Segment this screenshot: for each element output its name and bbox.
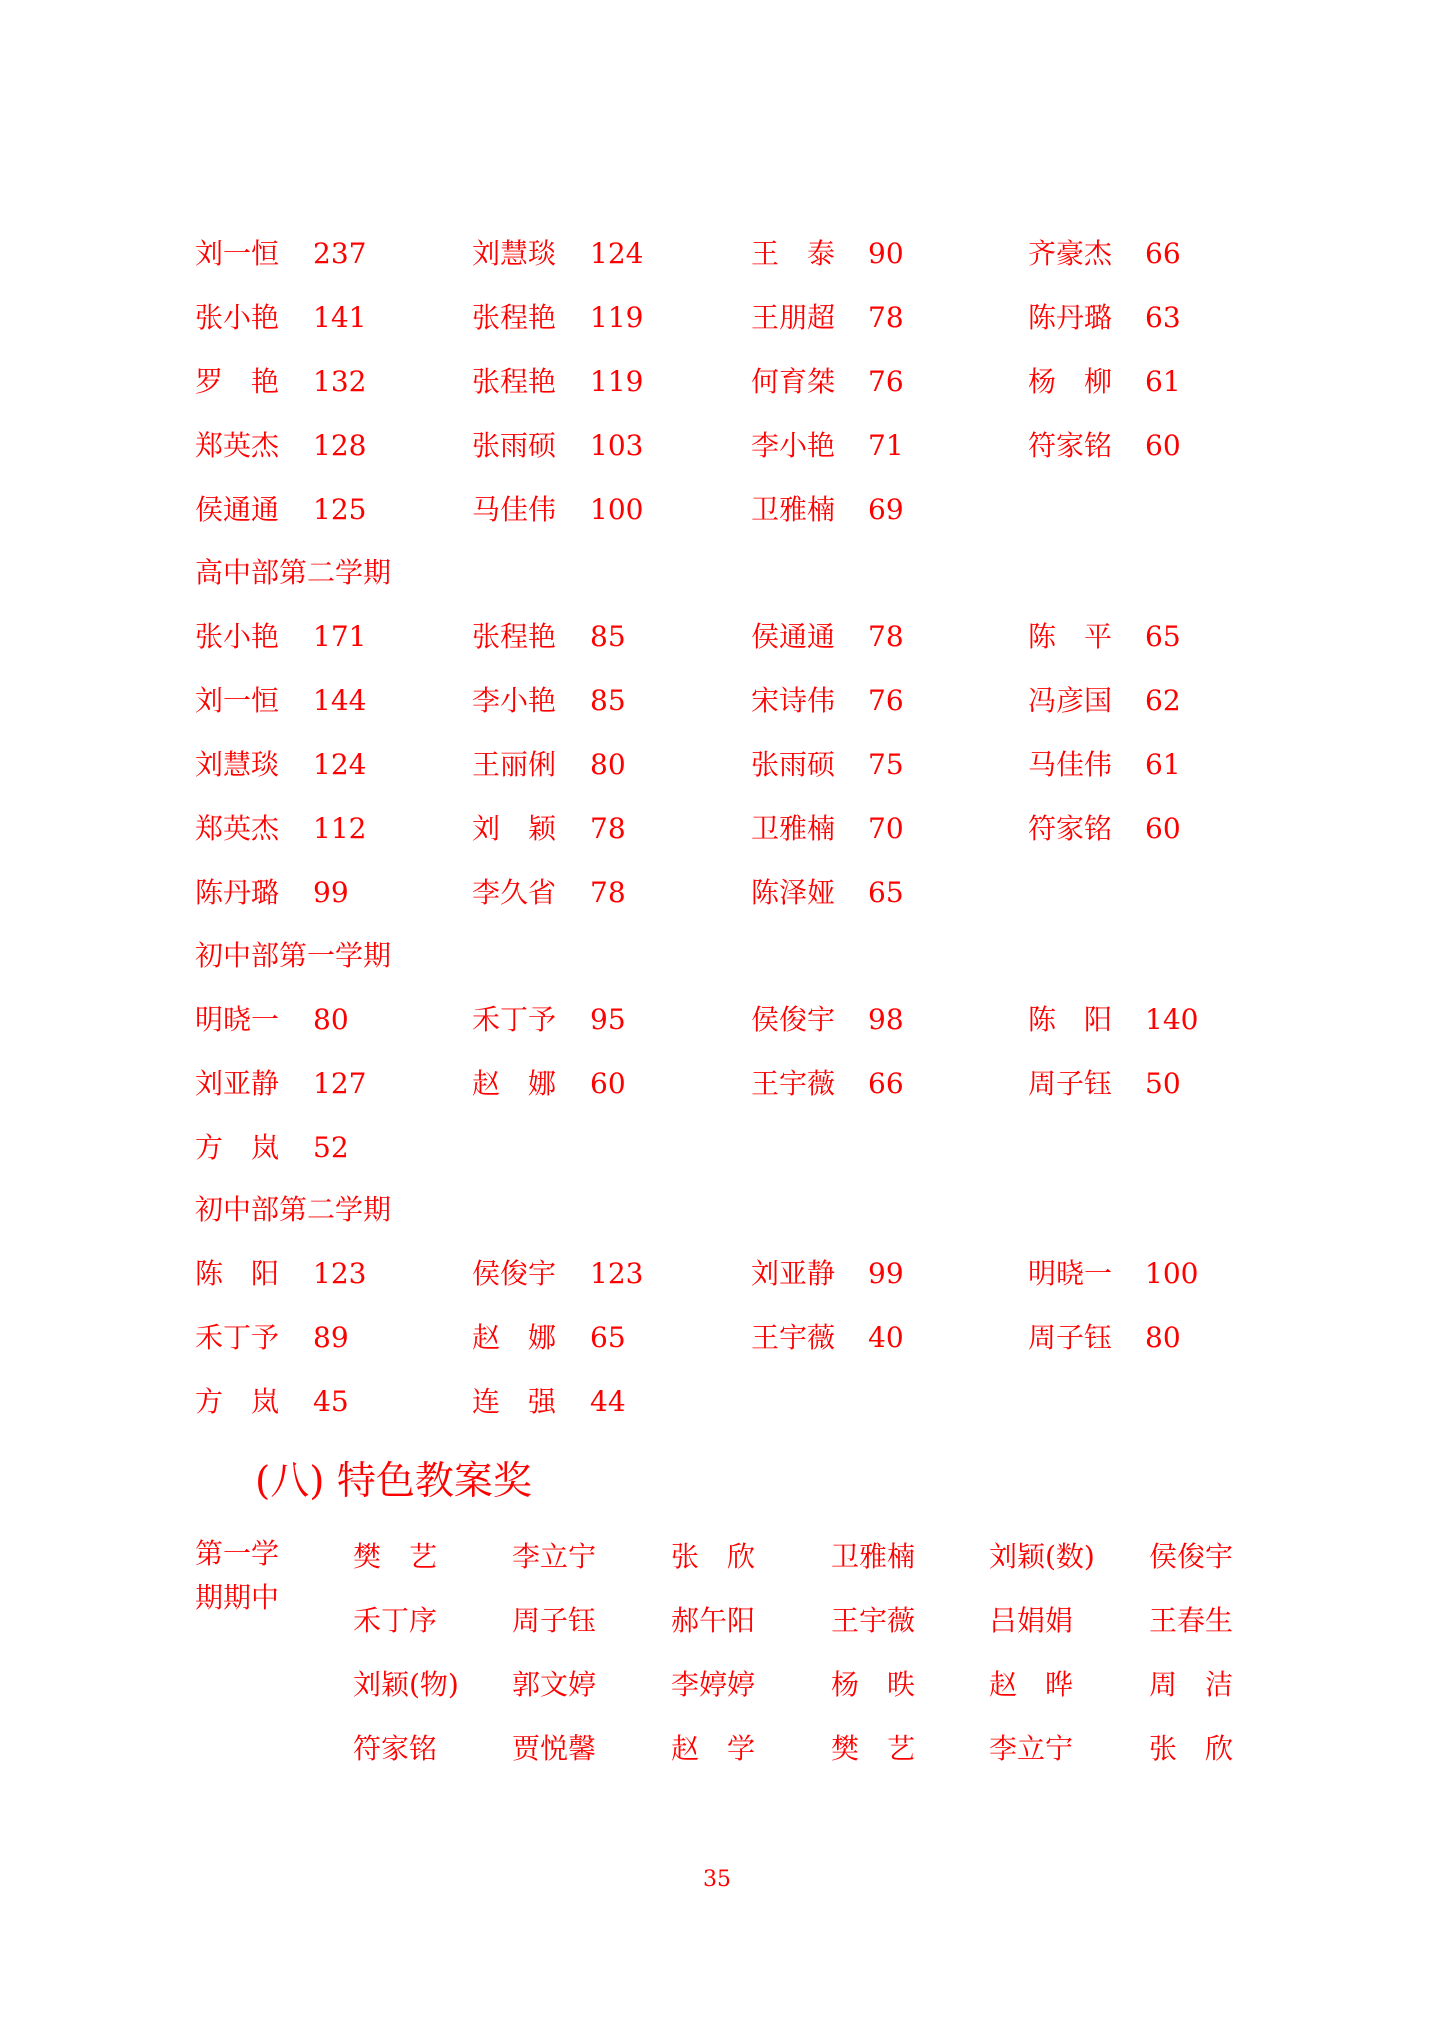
score-value: 124 [313,748,367,781]
teacher-name: 周子钰 [1028,1321,1113,1354]
score-value: 119 [590,365,644,398]
teacher-name: 侯通通 [195,493,280,526]
section-title: (八) 特色教案奖 [255,1459,532,1504]
teacher-name: 禾丁予 [195,1321,280,1354]
score-row [0,357,1434,407]
score-value: 40 [868,1321,904,1354]
score-row [0,740,1434,790]
award-teacher-name: 侯俊宇 [1149,1540,1234,1573]
score-value: 89 [313,1321,349,1354]
section-heading: 高中部第二学期 [195,556,392,589]
score-value: 127 [313,1067,367,1100]
score-value: 90 [868,237,904,270]
score-value: 140 [1145,1003,1199,1036]
score-row [0,868,1434,918]
teacher-name: 方 岚 [195,1385,280,1418]
award-row [0,1724,1434,1774]
page-number: 35 [703,1867,731,1892]
score-value: 65 [868,876,904,909]
score-value: 141 [313,301,367,334]
teacher-name: 刘慧琰 [472,237,557,270]
teacher-name: 王宇薇 [751,1321,836,1354]
score-value: 144 [313,684,367,717]
teacher-name: 卫雅楠 [751,812,836,845]
award-teacher-name: 赵 晔 [989,1668,1074,1701]
score-value: 66 [868,1067,904,1100]
score-value: 171 [313,620,367,653]
award-teacher-name: 王春生 [1149,1604,1234,1637]
teacher-name: 李小艳 [472,684,557,717]
award-teacher-name: 樊 艺 [831,1732,916,1765]
award-teacher-name: 吕娟娟 [989,1604,1074,1637]
score-row [0,421,1434,471]
awards-period-label: 第一学期期中 [195,1537,280,1614]
teacher-name: 侯俊宇 [472,1257,557,1290]
award-teacher-name: 贾悦馨 [512,1732,597,1765]
score-row [0,1377,1434,1427]
score-value: 124 [590,237,644,270]
award-teacher-name: 赵 学 [671,1732,756,1765]
score-value: 237 [313,237,367,270]
teacher-name: 罗 艳 [195,365,280,398]
score-value: 62 [1145,684,1181,717]
score-value: 123 [590,1257,644,1290]
teacher-name: 冯彦国 [1028,684,1113,717]
teacher-name: 张雨硕 [472,429,557,462]
score-row [0,995,1434,1045]
score-value: 76 [868,365,904,398]
score-value: 78 [868,620,904,653]
score-row [0,293,1434,343]
teacher-name: 刘亚静 [195,1067,280,1100]
award-teacher-name: 卫雅楠 [831,1540,916,1573]
score-value: 128 [313,429,367,462]
teacher-name: 赵 娜 [472,1067,557,1100]
award-row [0,1660,1434,1710]
teacher-name: 马佳伟 [1028,748,1113,781]
score-value: 75 [868,748,904,781]
teacher-name: 符家铭 [1028,429,1113,462]
score-value: 100 [1145,1257,1199,1290]
teacher-name: 卫雅楠 [751,493,836,526]
teacher-name: 方 岚 [195,1131,280,1164]
teacher-name: 何育桀 [751,365,836,398]
award-teacher-name: 周 洁 [1149,1668,1234,1701]
teacher-name: 张小艳 [195,620,280,653]
teacher-name: 侯俊宇 [751,1003,836,1036]
teacher-name: 张程艳 [472,365,557,398]
score-value: 80 [1145,1321,1181,1354]
teacher-name: 连 强 [472,1385,557,1418]
teacher-name: 陈 阳 [1028,1003,1113,1036]
teacher-name: 侯通通 [751,620,836,653]
award-teacher-name: 杨 昳 [831,1668,916,1701]
teacher-name: 齐豪杰 [1028,237,1113,270]
score-value: 45 [313,1385,349,1418]
teacher-name: 刘一恒 [195,684,280,717]
teacher-name: 王 泰 [751,237,836,270]
teacher-name: 陈泽娅 [751,876,836,909]
score-value: 61 [1145,365,1181,398]
teacher-name: 马佳伟 [472,493,557,526]
score-value: 80 [313,1003,349,1036]
score-value: 100 [590,493,644,526]
teacher-name: 张雨硕 [751,748,836,781]
score-value: 60 [1145,812,1181,845]
teacher-name: 郑英杰 [195,429,280,462]
teacher-name: 陈 阳 [195,1257,280,1290]
score-value: 71 [868,429,904,462]
score-value: 76 [868,684,904,717]
score-value: 69 [868,493,904,526]
score-row [0,612,1434,662]
score-value: 50 [1145,1067,1181,1100]
score-value: 85 [590,620,626,653]
award-teacher-name: 郝午阳 [671,1604,756,1637]
section-heading: 初中部第二学期 [195,1193,392,1226]
teacher-name: 宋诗伟 [751,684,836,717]
score-value: 78 [590,812,626,845]
award-teacher-name: 王宇薇 [831,1604,916,1637]
score-value: 60 [590,1067,626,1100]
score-value: 78 [590,876,626,909]
score-value: 125 [313,493,367,526]
score-value: 123 [313,1257,367,1290]
teacher-name: 陈丹璐 [1028,301,1113,334]
teacher-name: 刘亚静 [751,1257,836,1290]
score-value: 80 [590,748,626,781]
award-row [0,1596,1434,1646]
score-value: 98 [868,1003,904,1036]
award-teacher-name: 周子钰 [512,1604,597,1637]
score-row [0,1123,1434,1173]
award-teacher-name: 李婷婷 [671,1668,756,1701]
score-value: 95 [590,1003,626,1036]
teacher-name: 张小艳 [195,301,280,334]
score-row [0,804,1434,854]
score-value: 85 [590,684,626,717]
award-teacher-name: 符家铭 [353,1732,438,1765]
teacher-name: 禾丁予 [472,1003,557,1036]
score-value: 112 [313,812,367,845]
score-value: 52 [313,1131,349,1164]
teacher-name: 陈 平 [1028,620,1113,653]
score-value: 66 [1145,237,1181,270]
teacher-name: 刘一恒 [195,237,280,270]
award-teacher-name: 李立宁 [512,1540,597,1573]
award-teacher-name: 李立宁 [989,1732,1074,1765]
score-value: 65 [1145,620,1181,653]
award-teacher-name: 刘颖(物) [353,1668,459,1701]
score-value: 132 [313,365,367,398]
score-row [0,485,1434,535]
score-row [0,676,1434,726]
award-row [0,1532,1434,1582]
award-teacher-name: 郭文婷 [512,1668,597,1701]
teacher-name: 张程艳 [472,301,557,334]
teacher-name: 刘 颖 [472,812,557,845]
teacher-name: 刘慧琰 [195,748,280,781]
score-value: 99 [868,1257,904,1290]
teacher-name: 明晓一 [1028,1257,1113,1290]
teacher-name: 陈丹璐 [195,876,280,909]
teacher-name: 李小艳 [751,429,836,462]
score-value: 78 [868,301,904,334]
score-row [0,1249,1434,1299]
score-value: 60 [1145,429,1181,462]
teacher-name: 王宇薇 [751,1067,836,1100]
teacher-name: 赵 娜 [472,1321,557,1354]
award-teacher-name: 张 欣 [671,1540,756,1573]
score-row [0,229,1434,279]
teacher-name: 王丽俐 [472,748,557,781]
teacher-name: 杨 柳 [1028,365,1113,398]
teacher-name: 符家铭 [1028,812,1113,845]
score-value: 103 [590,429,644,462]
score-value: 44 [590,1385,626,1418]
award-teacher-name: 刘颖(数) [989,1540,1095,1573]
teacher-name: 李久省 [472,876,557,909]
award-teacher-name: 张 欣 [1149,1732,1234,1765]
score-value: 119 [590,301,644,334]
award-teacher-name: 禾丁序 [353,1604,438,1637]
teacher-name: 张程艳 [472,620,557,653]
score-value: 70 [868,812,904,845]
teacher-name: 明晓一 [195,1003,280,1036]
score-value: 99 [313,876,349,909]
teacher-name: 周子钰 [1028,1067,1113,1100]
score-value: 63 [1145,301,1181,334]
teacher-name: 郑英杰 [195,812,280,845]
score-value: 61 [1145,748,1181,781]
score-row [0,1313,1434,1363]
score-value: 65 [590,1321,626,1354]
score-row [0,1059,1434,1109]
section-heading: 初中部第一学期 [195,939,392,972]
award-teacher-name: 樊 艺 [353,1540,438,1573]
teacher-name: 王朋超 [751,301,836,334]
